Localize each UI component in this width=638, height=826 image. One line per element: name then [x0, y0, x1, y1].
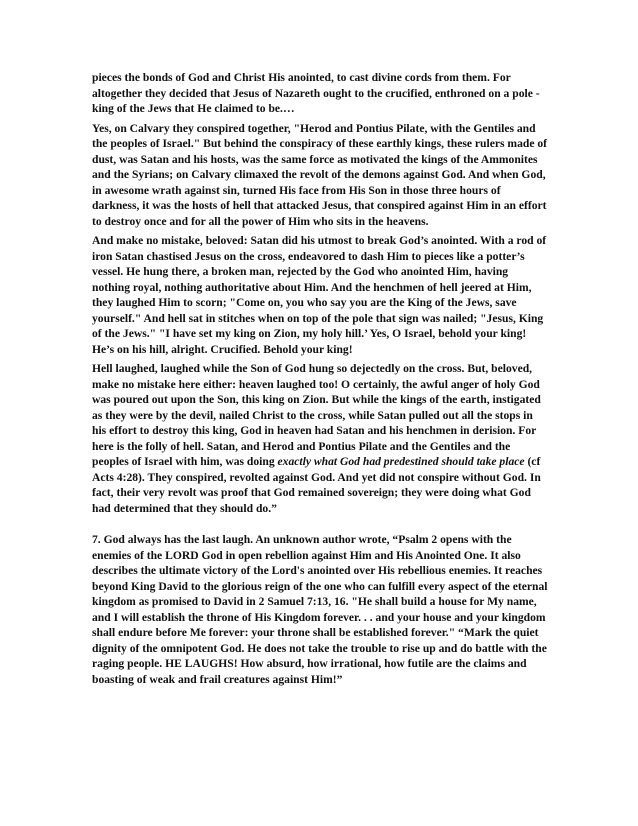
- paragraph-4: [92, 361, 548, 516]
- paragraph-1: pieces the bonds of God and Christ His anointed, to cast divine cords from them. For altogether they decided that Jesus of Nazareth ought to the crucified, enthroned on a pole - king of the Jews that He claimed to be.…: [92, 71, 540, 115]
- document-page: [92, 70, 548, 691]
- paragraph-4-italic-phrase: exactly what God had predestined should take place: [277, 455, 525, 468]
- paragraph-4-text-start: Hell laughed, laughed while the Son of God hung so dejectedly on the cross. But, beloved, make no mistake here either: heaven laughed too! O certainly, the awful anger of holy God was poured out upon the Son, this king on Zion. But while the kings of the earth, instigated as they were by the devil, nailed Christ to the cross, while Satan pulled out all the stops in his effort to destroy this king, God in heaven had Satan and his henchmen in derision. For here is the folly of hell. Satan, and Herod and Pontius Pilate and the Gentiles and the peoples of Israel with him, was doing: [92, 362, 541, 468]
- paragraph-2: Yes, on Calvary they conspired together, "Herod and Pontius Pilate, with the Gentiles and the peoples of Israel." But behind the conspiracy of these earthly kings, these rulers made of dust, was Satan and his hosts, was the same force as motivated the kings of the Ammonites and the Syrians; on Calvary climaxed the revolt of the demons against God. And when God, in awesome wrath against sin, turned His face from His Son in those three hours of darkness, it was the hosts of hell that attacked Jesus, that conspired against Him in an effort to destroy once and for all the power of Him who sits in the heavens.: [92, 121, 548, 228]
- paragraph-4-text-end: (cf Acts 4:28). They conspired, revolted against God. And yet did not conspire without God. In fact, their very revolt was proof that God remained sovereign; they were doing what God had determined that they should do.”: [92, 455, 541, 515]
- paragraph-3: And make no mistake, beloved: Satan did his utmost to break God’s anointed. With a rod of iron Satan chastised Jesus on the cross, endeavored to dash Him to pieces like a potter’s vessel. He hung there, a broken man, rejected by the God who anointed Him, having nothing royal, nothing authoritative about Him. And the henchmen of hell jeered at Him, they laughed Him to scorn; "Come on, you who say you are the King of the Jews, save yourself." And hell sat in stitches when on top of the pole that sign was nailed; "Jesus, King of the Jews." "I have set my king on Zion, my holy hill.’ Yes, O Israel, behold your king! He’s on his hill, alright. Crucified. Behold your king!: [92, 234, 547, 356]
- paragraph-5: 7. God always has the last laugh. An unknown author wrote, “Psalm 2 opens with the enemies of the LORD God in open rebellion against Him and His Anointed One. It also describes the ultimate victory of the Lord's anointed over His rebellious enemies. It reaches beyond King David to the glorious reign of the one who can fulfill every aspect of the eternal kingdom as promised to David in 2 Samuel 7:13, 16. "He shall build a house for My name, and I will establish the throne of His Kingdom forever. . . and your house and your kingdom shall endure before Me forever: your throne shall be established forever." “Mark the quiet dignity of the omnipotent God. He does not take the trouble to rise up and do battle with the raging people. HE LAUGHS! How absurd, how irrational, how futile are the claims and boasting of weak and frail creatures against Him!”: [92, 533, 548, 686]
